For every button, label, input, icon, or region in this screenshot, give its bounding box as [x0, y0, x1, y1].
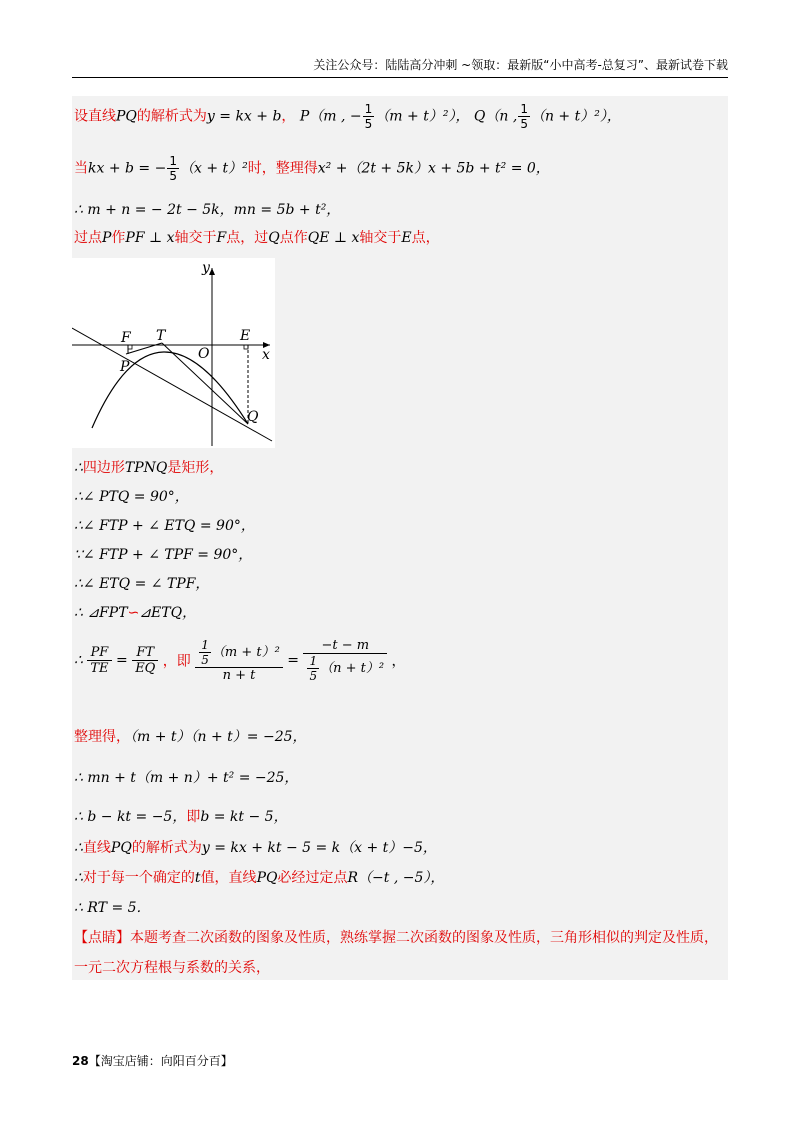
text: 四边形 — [82, 460, 125, 476]
line-18-comment: 【点睛】本题考查二次函数的图象及性质，熟练掌握二次函数的图象及性质，三角形相似的判定及性质， — [74, 930, 718, 946]
page-footer — [72, 1052, 233, 1069]
math: y = kx + kt − 5 = k（x + t）−5， — [201, 840, 437, 856]
label-t: T — [156, 328, 166, 344]
numerator: FT — [132, 645, 158, 661]
math: = — [116, 652, 128, 669]
line-17: ∴ RT = 5． — [74, 900, 151, 916]
math: （x + t）² — [179, 160, 248, 177]
math: Q — [268, 230, 280, 246]
right-angle-e — [244, 345, 248, 349]
line-13: ∴ mn + t（m + n）+ t² = −25， — [74, 770, 299, 786]
math: （n + t）²）， — [530, 108, 621, 125]
math: PQ — [110, 840, 132, 856]
fraction — [518, 102, 530, 131]
text: ，即 — [162, 653, 191, 670]
text: 点，过 — [226, 230, 269, 246]
line-2 — [74, 154, 550, 183]
text: ， — [281, 108, 296, 125]
parabola-figure — [72, 258, 275, 448]
text: 必经过定点 — [277, 870, 348, 886]
figure-svg — [72, 258, 275, 448]
line-8: ∵∠ FTP + ∠ TPF = 90°， — [74, 547, 253, 563]
denominator: n + t — [222, 668, 256, 683]
math: t — [194, 870, 201, 886]
numerator: 1 — [169, 154, 177, 168]
math: R（−t , −5）， — [347, 870, 445, 886]
text: 是矩形， — [167, 460, 224, 476]
fraction — [307, 654, 319, 683]
math: E — [401, 230, 412, 246]
math: kx + b = − — [88, 160, 167, 177]
math: P（m , − — [299, 108, 362, 125]
numerator: 1 — [520, 102, 528, 116]
header-text: 关注公众号：陆陆高分冲刺 ~领取：最新版“小中高考-总复习”、最新试卷下载 — [313, 58, 728, 72]
denominator: 5 — [309, 669, 318, 683]
math: ∴ — [74, 870, 83, 886]
fraction — [167, 154, 179, 183]
fraction-right-complex — [303, 638, 387, 683]
math: ⊿ETQ， — [139, 605, 197, 621]
line-19-comment: 一元二次方程根与系数的关系， — [74, 960, 270, 976]
math: （m + t）² — [211, 645, 280, 660]
line-7: ∴∠ FTP + ∠ ETQ = 90°， — [74, 518, 255, 534]
line-1 — [74, 102, 621, 131]
page-header — [72, 56, 728, 78]
line-14 — [74, 807, 288, 827]
label-p: P — [120, 359, 130, 375]
text: 过点 — [74, 230, 102, 246]
math: F — [216, 230, 227, 246]
label-o: O — [198, 346, 210, 362]
numerator: 1 — [309, 654, 318, 668]
line-5 — [74, 458, 223, 478]
text: 值，直线 — [200, 870, 257, 886]
text: 时，整理得 — [247, 160, 318, 177]
text: 对于每一个确定的 — [82, 870, 195, 886]
text: 作 — [111, 230, 126, 246]
line-11 — [74, 638, 406, 683]
text: ， — [391, 653, 406, 670]
numerator: 1 — [201, 638, 209, 652]
math: ∴ ⊿FPT — [74, 605, 128, 621]
fraction-ft-eq — [132, 645, 158, 676]
line-16 — [74, 868, 444, 888]
math: x² +（2t + 5k）x + 5b + t² = 0， — [317, 160, 550, 177]
math: ∴ — [74, 460, 83, 476]
math: ∴ — [74, 840, 83, 856]
fraction — [199, 638, 211, 667]
math: Q（n , — [473, 108, 518, 125]
label-f: F — [121, 330, 131, 346]
math: TPNQ — [124, 460, 168, 476]
text: 整理得， — [74, 729, 130, 745]
math: （n + t）² — [320, 661, 385, 676]
denominator: 5 — [169, 169, 177, 183]
math: ∴ — [74, 652, 83, 669]
math: （m + t）²）， — [375, 108, 470, 125]
math: b = kt − 5， — [200, 809, 288, 825]
denominator: TE — [90, 661, 109, 676]
text: 点， — [411, 230, 440, 246]
line-15 — [74, 838, 437, 858]
line-9: ∴∠ ETQ = ∠ TPF， — [74, 576, 210, 592]
label-x: x — [262, 347, 270, 363]
text: 轴交于 — [174, 230, 217, 246]
math: PQ — [256, 870, 278, 886]
denominator: 5 — [520, 117, 528, 131]
text: 轴交于 — [359, 230, 402, 246]
math: ∴ b − kt = −5， — [74, 809, 187, 825]
text: 设直线 — [74, 108, 116, 125]
text: 点作 — [279, 230, 308, 246]
text: 的解析式为 — [136, 108, 207, 125]
math: （m + t）（n + t）= −25， — [130, 729, 307, 745]
line-10 — [74, 603, 196, 623]
math: = — [287, 652, 299, 669]
numerator — [195, 638, 283, 668]
footer-text: 【淘宝店铺：向阳百分百】 — [88, 1054, 233, 1068]
line-4 — [74, 228, 440, 248]
line-3: ∴ m + n = − 2t − 5k，mn = 5b + t²， — [74, 202, 341, 218]
math: PQ — [116, 108, 137, 125]
label-q: Q — [247, 409, 259, 425]
text: 的解析式为 — [131, 840, 202, 856]
math: P — [102, 230, 112, 246]
line-12 — [74, 727, 307, 747]
fraction — [363, 102, 375, 131]
line-6: ∴∠ PTQ = 90°， — [74, 489, 189, 505]
fraction-left-complex — [195, 638, 283, 683]
numerator: 1 — [364, 102, 373, 116]
text: 即 — [186, 809, 201, 825]
similar-symbol: ∽ — [127, 605, 140, 621]
parabola-curve — [92, 352, 248, 428]
text: 当 — [74, 160, 88, 177]
denominator — [303, 654, 387, 683]
text: 直线 — [82, 840, 111, 856]
fraction-pf-te — [87, 645, 111, 676]
page-number: 28 — [72, 1054, 89, 1068]
math: QE ⊥ x — [307, 230, 360, 246]
label-y: y — [202, 260, 210, 276]
denominator: 5 — [201, 653, 209, 667]
denominator: 5 — [364, 117, 373, 131]
math: PF ⊥ x — [125, 230, 175, 246]
solution-block — [72, 96, 728, 980]
math: y = kx + b — [206, 108, 282, 125]
denominator: EQ — [135, 661, 156, 676]
numerator: PF — [87, 645, 111, 661]
label-e: E — [240, 328, 251, 344]
numerator: −t − m — [303, 638, 387, 654]
